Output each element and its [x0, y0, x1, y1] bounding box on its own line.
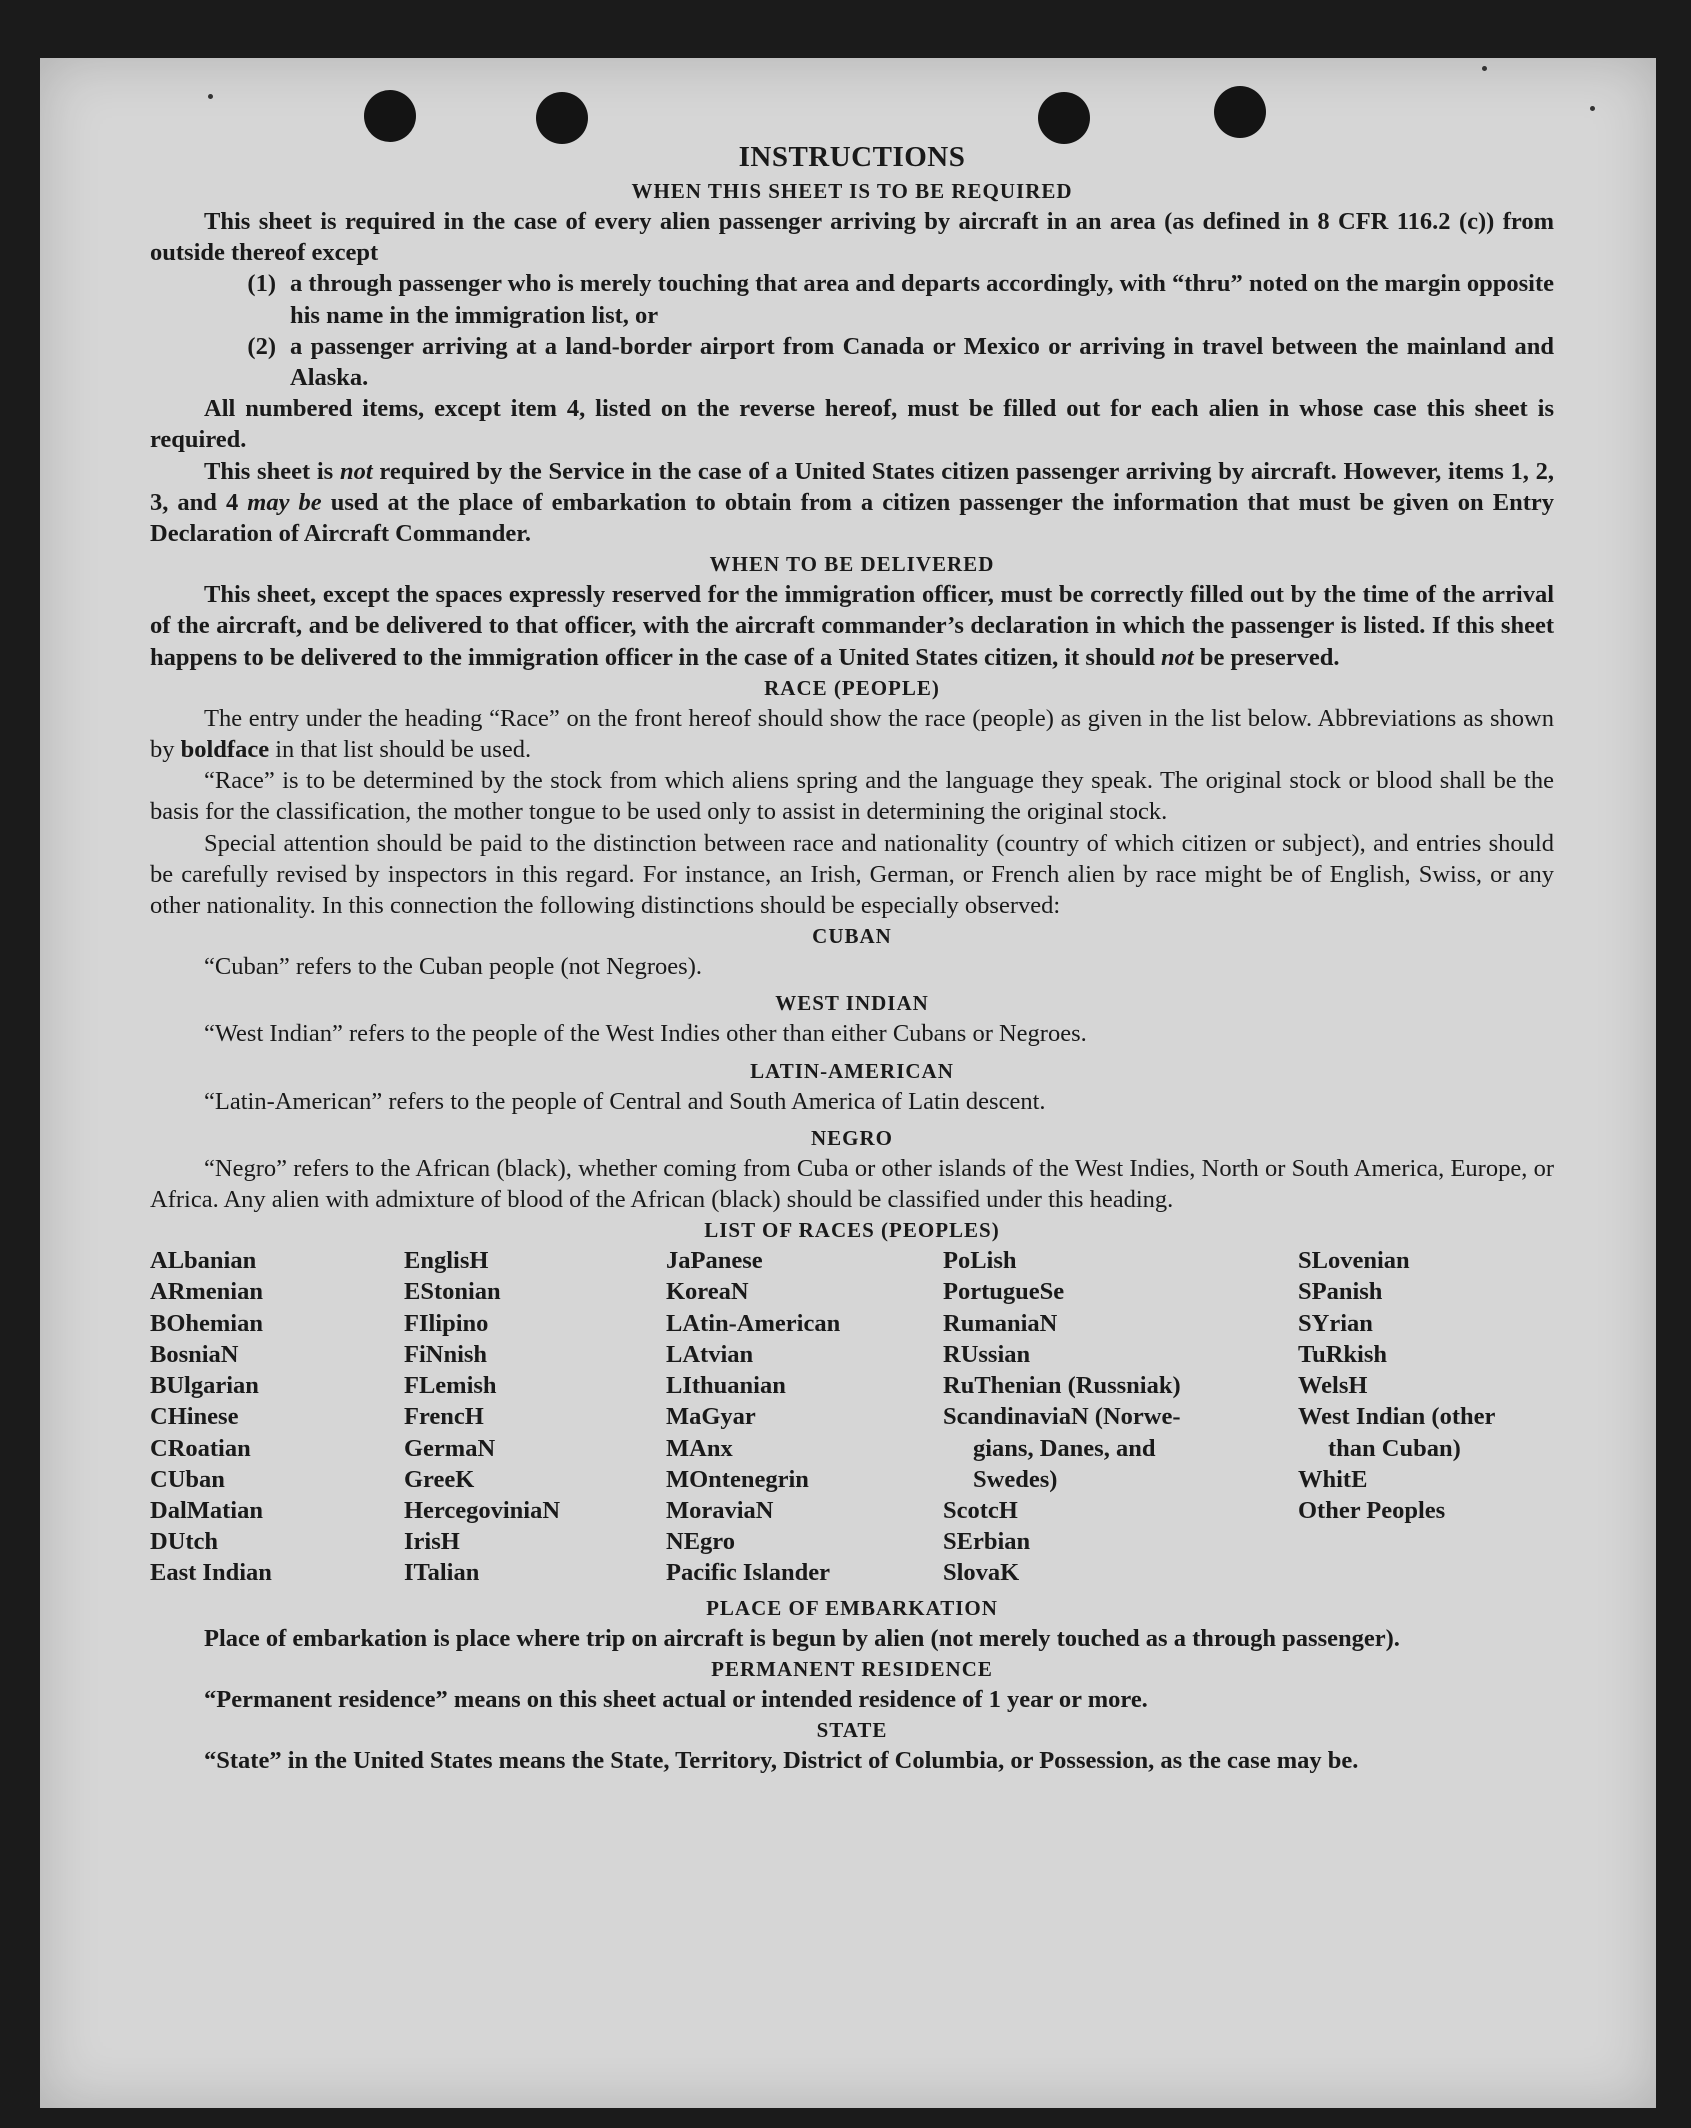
race-entry: Other Peoples — [1298, 1496, 1446, 1524]
race-entry-continued: than Cuban) — [1328, 1434, 1461, 1462]
section-title-west-indian: WEST INDIAN — [775, 991, 929, 1016]
punch-hole — [536, 92, 588, 144]
race-entry: East Indian — [150, 1559, 272, 1587]
residence-paragraph: “Permanent residence” means on this sheet actual or intended residence of 1 year or more. — [204, 1685, 1148, 1713]
race-entry: ScandinaviaN (Norwe- — [943, 1403, 1181, 1431]
race-entry: LIthuanian — [666, 1372, 786, 1400]
race-entry: LAtin-American — [666, 1309, 841, 1337]
negro-paragraph: “Negro” refers to the African (black), whether coming from Cuba or other islands of the West Indies, North or South America, Europe, or Africa. Any alien with admixture of blood of the African (black) should be classified under this heading. — [150, 1154, 1554, 1214]
speck — [1590, 106, 1595, 111]
races-column-3 — [666, 1245, 943, 1588]
section-title-state: STATE — [816, 1717, 888, 1742]
race-entry: SErbian — [943, 1528, 1031, 1556]
race-entry: MoraviaN — [666, 1496, 774, 1524]
section-title-latin-american: LATIN-AMERICAN — [750, 1058, 954, 1083]
section-title-race: RACE (PEOPLE) — [764, 675, 940, 700]
race-entry: CHinese — [150, 1403, 239, 1431]
race-entry: IrisH — [404, 1528, 460, 1556]
race-entry: West Indian (other — [1298, 1403, 1496, 1431]
item-number: (2) — [247, 332, 276, 360]
required-paragraph-2: All numbered items, except item 4, listed on the reverse hereof, must be filled out for each alien in whose case this sheet is required. — [150, 395, 1554, 454]
race-entry: SPanish — [1298, 1278, 1383, 1306]
race-entry-continued: gians, Danes, and — [973, 1434, 1156, 1462]
item-number: (1) — [247, 270, 276, 298]
section-title-required: WHEN THIS SHEET IS TO BE REQUIRED — [631, 179, 1073, 203]
page-title: INSTRUCTIONS — [738, 141, 966, 173]
west-indian-paragraph: “West Indian” refers to the people of the West Indies other than either Cubans or Negroes. — [204, 1020, 1087, 1048]
race-entry: LAtvian — [666, 1340, 754, 1368]
race-entry: GermaN — [404, 1434, 496, 1462]
race-entry: MaGyar — [666, 1403, 756, 1431]
race-entry: SYrian — [1298, 1309, 1373, 1337]
races-list — [150, 1245, 1554, 1588]
race-entry: BUlgarian — [150, 1372, 259, 1400]
speck — [208, 94, 213, 99]
race-entry-continued: Swedes) — [973, 1465, 1058, 1493]
race-entry: FrencH — [404, 1403, 484, 1431]
race-entry: CUban — [150, 1465, 225, 1493]
races-column-4 — [943, 1245, 1298, 1588]
race-entry: Pacific Islander — [666, 1559, 830, 1587]
item-text: a through passenger who is merely touching that area and departs accordingly, with “thru” noted on the margin opposite his name in the immigration list, or — [290, 270, 1554, 329]
races-column-5 — [1298, 1245, 1554, 1588]
race-entry: RuThenian (Russniak) — [943, 1372, 1181, 1400]
item-text: a passenger arriving at a land-border airport from Canada or Mexico or arriving in travel between the mainland and Alaska. — [290, 332, 1554, 392]
race-entry: SlovaK — [943, 1559, 1020, 1587]
section-title-cuban: CUBAN — [812, 924, 892, 949]
race-entry: PortugueSe — [943, 1278, 1065, 1306]
race-entry: EStonian — [404, 1278, 501, 1306]
race-entry: FLemish — [404, 1372, 497, 1400]
race-entry: ARmenian — [150, 1278, 263, 1306]
required-paragraph-3: This sheet is not required by the Service in the case of a United States citizen passenger arriving by aircraft. However, items 1, 2, 3, and 4 may be used at the place of embarkation to obtain from a citizen passenger the information that must be given on Entry Declaration of Aircraft Commander. — [150, 457, 1555, 548]
race-entry: TuRkish — [1298, 1340, 1388, 1368]
race-entry: WelsH — [1298, 1372, 1368, 1400]
latin-american-paragraph: “Latin-American” refers to the people of Central and South America of Latin descent. — [204, 1087, 1046, 1115]
race-entry: MOntenegrin — [666, 1465, 809, 1493]
embarkation-paragraph: Place of embarkation is place where trip on aircraft is begun by alien (not merely touched as a through passenger). — [204, 1624, 1400, 1652]
race-entry: CRoatian — [150, 1434, 251, 1462]
race-entry: HercegoviniaN — [404, 1496, 561, 1524]
section-title-embarkation: PLACE OF EMBARKATION — [706, 1595, 998, 1620]
race-entry: FIlipino — [404, 1309, 489, 1337]
race-entry: JaPanese — [666, 1247, 763, 1275]
punch-hole — [364, 90, 416, 142]
race-entry: DalMatian — [150, 1496, 263, 1524]
section-title-negro: NEGRO — [810, 1125, 893, 1150]
punch-hole — [1214, 86, 1266, 138]
races-column-2 — [404, 1245, 666, 1588]
delivered-paragraph: This sheet, except the spaces expressly reserved for the immigration officer, must be correctly filled out by the time of the arrival of the aircraft, and be delivered to that officer, with the aircraft commander’s declaration in which the passenger is listed. If this sheet happens to be delivered to the immigration officer in the case of a United States citizen, it should not be preserved. — [150, 581, 1554, 671]
race-entry: EnglisH — [404, 1247, 489, 1275]
race-entry: MAnx — [666, 1434, 733, 1462]
race-entry: PoLish — [943, 1247, 1017, 1275]
race-paragraph-1: The entry under the heading “Race” on the front hereof should show the race (people) as given in the list below. Abbreviations as shown by boldface in that list should be used. — [150, 704, 1554, 764]
race-paragraph-3: Special attention should be paid to the distinction between race and nationality (country of which citizen or subject), and entries should be carefully revised by inspectors in this regard. For instance, an Irish, German, or French alien by race might be of English, Swiss, or any other nationality. In this connection the following distinctions should be especially observed: — [150, 829, 1554, 920]
race-entry: RumaniaN — [943, 1309, 1058, 1337]
exception-item-2 — [150, 331, 1554, 393]
section-title-list-of-races: LIST OF RACES (PEOPLES) — [704, 1218, 1000, 1243]
race-entry: WhitE — [1298, 1465, 1368, 1493]
section-title-residence: PERMANENT RESIDENCE — [711, 1656, 993, 1681]
required-intro: This sheet is required in the case of every alien passenger arriving by aircraft in an area (as defined in 8 CFR 116.2 (c)) from outside thereof except — [150, 208, 1554, 267]
state-paragraph: “State” in the United States means the State, Territory, District of Columbia, or Possession, as the case may be. — [204, 1746, 1359, 1774]
document-sheet — [40, 58, 1656, 2108]
race-entry: NEgro — [666, 1528, 735, 1556]
punch-hole — [1038, 92, 1090, 144]
speck — [1482, 66, 1487, 71]
race-entry: BosniaN — [150, 1340, 239, 1368]
race-entry: RUssian — [943, 1340, 1031, 1368]
instructions-content — [150, 138, 1554, 1776]
races-column-1 — [150, 1245, 404, 1588]
race-entry: DUtch — [150, 1528, 219, 1556]
section-title-delivered: WHEN TO BE DELIVERED — [709, 552, 995, 577]
race-entry: GreeK — [404, 1465, 475, 1493]
cuban-paragraph: “Cuban” refers to the Cuban people (not Negroes). — [204, 953, 702, 981]
race-entry: ALbanian — [150, 1247, 257, 1275]
race-entry: KoreaN — [666, 1278, 749, 1306]
race-paragraph-2: “Race” is to be determined by the stock from which aliens spring and the language they speak. The original stock or blood shall be the basis for the classification, the mother tongue to be used only to assist in determining the original stock. — [150, 767, 1554, 826]
race-entry: SLovenian — [1298, 1247, 1410, 1275]
race-entry: BOhemian — [150, 1309, 263, 1337]
race-entry: ScotcH — [943, 1496, 1018, 1524]
exception-item-1 — [150, 268, 1554, 330]
race-entry: ITalian — [404, 1559, 480, 1587]
race-entry: FiNnish — [404, 1340, 488, 1368]
